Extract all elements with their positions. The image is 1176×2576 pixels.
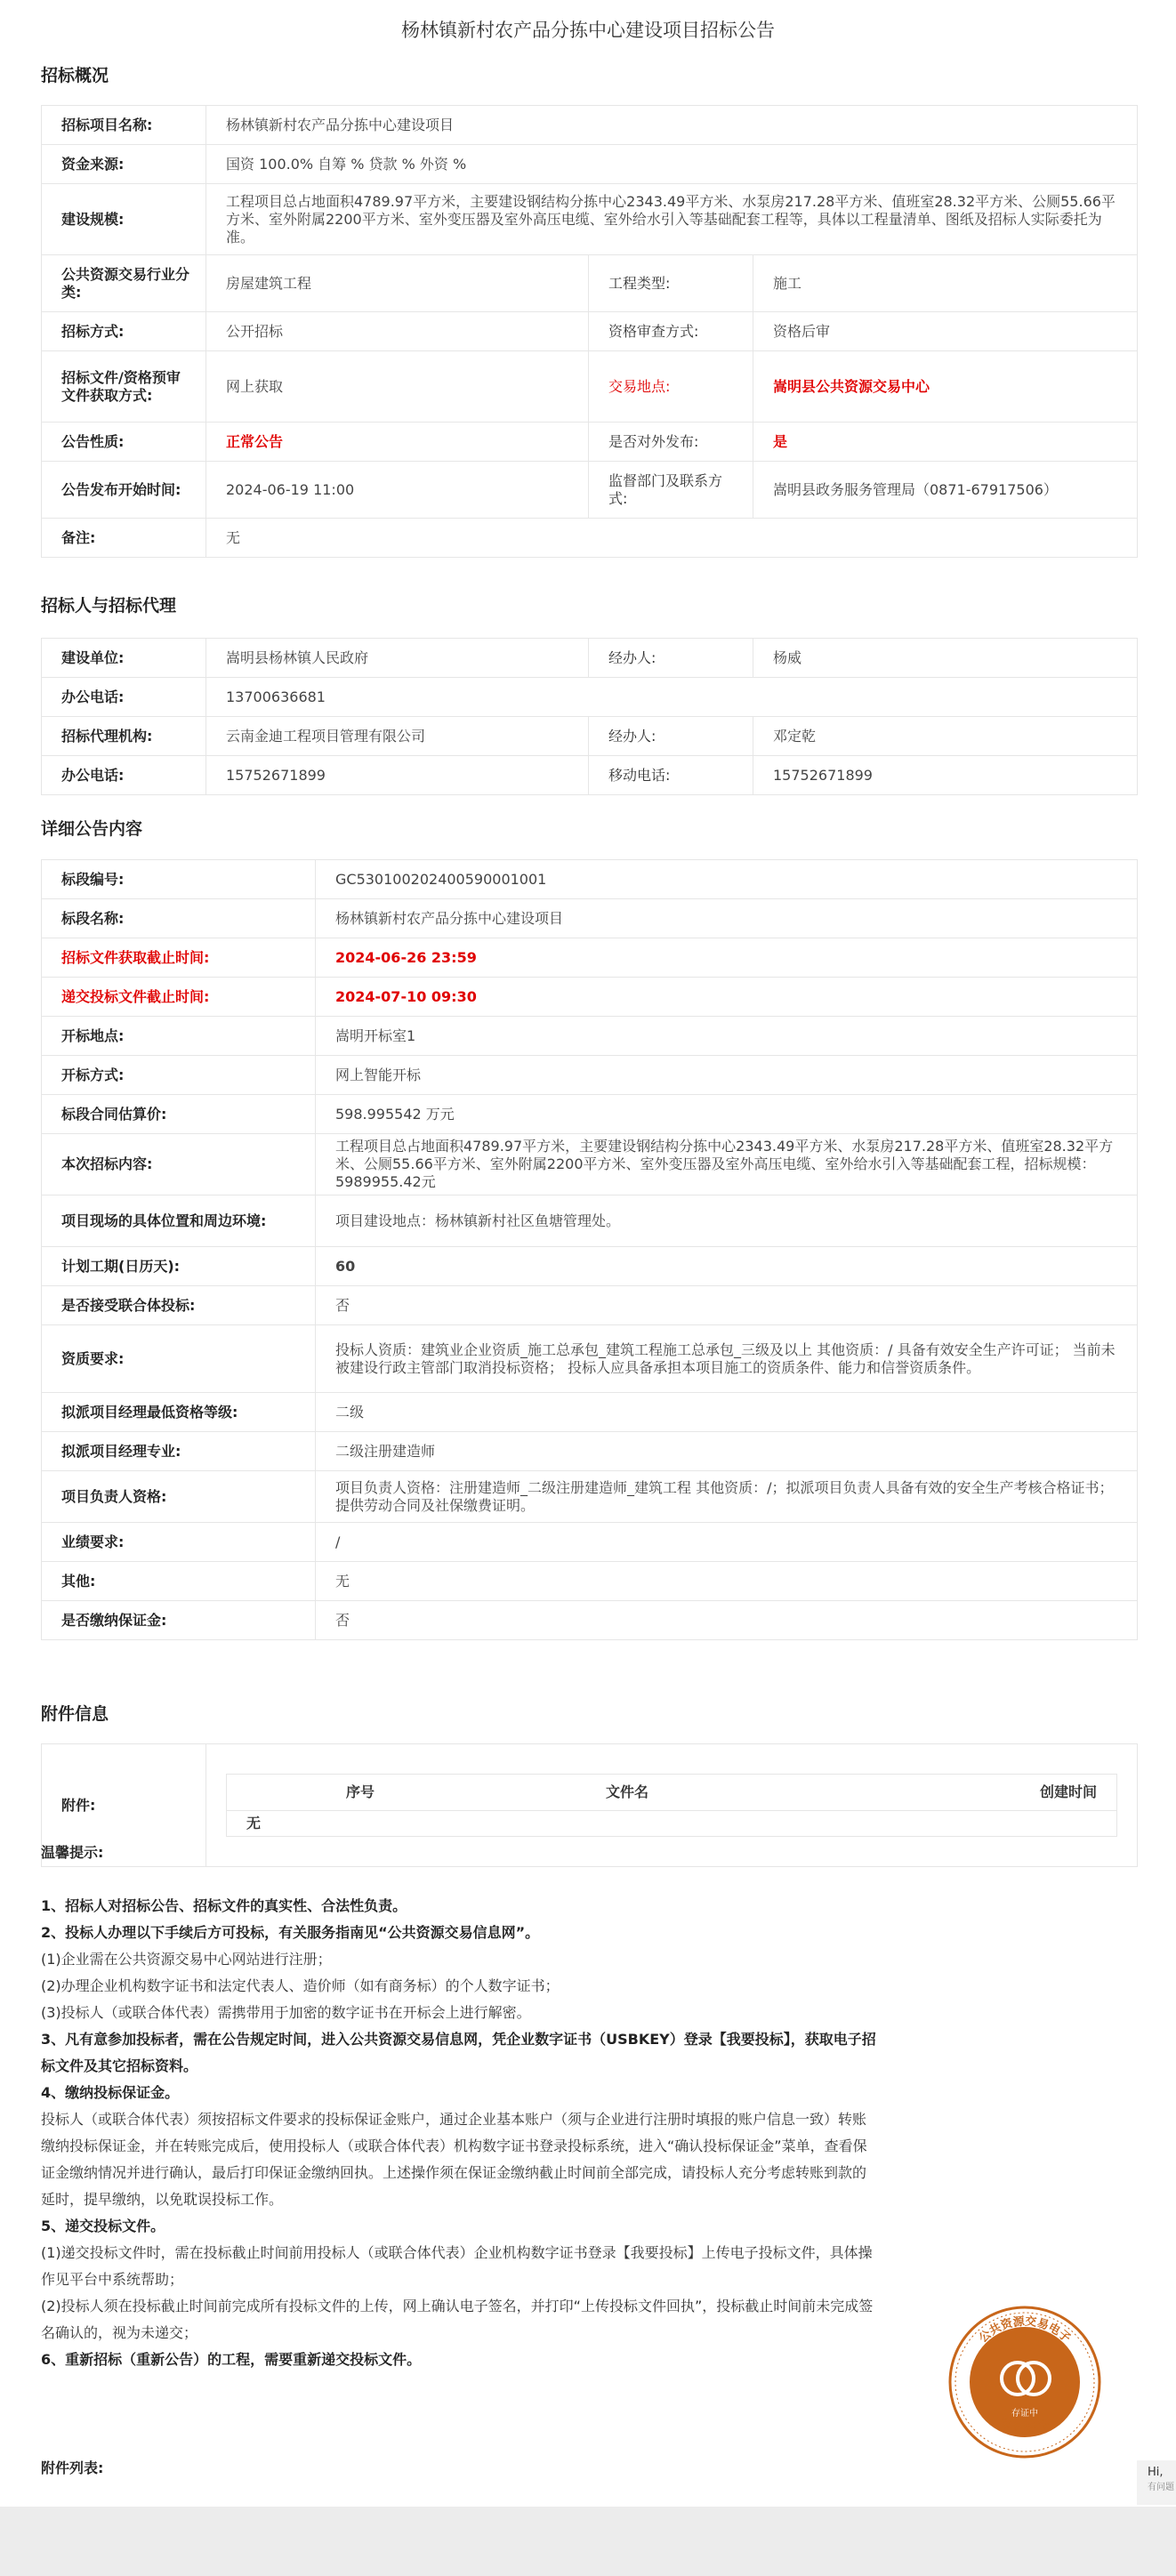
detail-value: 598.995542 万元	[316, 1095, 1138, 1134]
empty-row: 无	[227, 1811, 1117, 1837]
label: 办公电话:	[42, 678, 206, 717]
detail-table	[41, 859, 1138, 1640]
label: 招标代理机构:	[42, 717, 206, 756]
detail-row	[42, 1195, 1138, 1247]
label: 公共资源交易行业分类:	[42, 255, 206, 312]
detail-row	[42, 978, 1138, 1017]
chat-hi: Hi,	[1148, 2466, 1164, 2479]
detail-row	[42, 899, 1138, 938]
agency-mobile: 15752671899	[753, 756, 1138, 795]
agent-table	[41, 638, 1138, 795]
tip-line: 5、递交投标文件。	[41, 2218, 165, 2234]
label: 交易地点:	[589, 351, 753, 423]
detail-value: GC5301002024005900010​01	[316, 860, 1138, 899]
label: 招标文件/资格预审文件获取方式:	[42, 351, 206, 423]
fund-source: 国资 100.0% 自筹 % 贷款 % 外资 %	[206, 145, 1138, 184]
detail-value: 投标人资质：建筑业企业资质_施工总承包_建筑工程施工总承包_三级及以上 其他资质：/ 具备有效安全生产许可证； 当前未被建设行政主管部门取消投标资格； 投标人应具备承担本项目施工的资质条件、能力和信誉资质条件。	[316, 1325, 1138, 1393]
tip-line: 温馨提示:	[41, 1844, 104, 1861]
detail-label: 递交投标文件截止时间:	[42, 978, 316, 1017]
detail-label: 项目现场的具体位置和周边环境:	[42, 1195, 316, 1247]
tip-line: 4、缴纳投标保证金。	[41, 2084, 180, 2101]
label: 经办人:	[589, 639, 753, 678]
detail-row	[42, 1134, 1138, 1195]
attachment-list-table	[226, 1774, 1117, 1837]
detail-row	[42, 1286, 1138, 1325]
tip-line: (2)办理企业机构数字证书和法定代表人、造价师（如有商务标）的个人数字证书；	[41, 1977, 560, 1994]
label: 经办人:	[589, 717, 753, 756]
page-bottom-band	[0, 2507, 1176, 2576]
label: 移动电话:	[589, 756, 753, 795]
label: 工程类型:	[589, 255, 753, 312]
detail-row	[42, 1601, 1138, 1640]
label: 招标项目名称:	[42, 106, 206, 145]
tips-block	[41, 1839, 877, 2373]
section-title-overview: 招标概况	[41, 66, 109, 85]
detail-label: 招标文件获取截止时间:	[42, 938, 316, 978]
public-flag: 是	[753, 423, 1138, 462]
detail-value: 2024-07-10 09:30	[316, 978, 1138, 1017]
detail-value: 二级	[316, 1393, 1138, 1432]
detail-value: 杨林镇新村农产品分拣中心建设项目	[316, 899, 1138, 938]
page-title: 杨林镇新村农产品分拣中心建设项目招标公告	[401, 20, 775, 41]
label: 资金来源:	[42, 145, 206, 184]
detail-label: 拟派项目经理最低资格等级:	[42, 1393, 316, 1432]
label: 资格审查方式:	[589, 312, 753, 351]
agency-person: 邓定乾	[753, 717, 1138, 756]
tip-line: (3)投标人（或联合体代表）需携带用于加密的数字证书在开标会上进行解密。	[41, 2004, 531, 2021]
detail-label: 项目负责人资格:	[42, 1471, 316, 1523]
review-method: 资格后审	[753, 312, 1138, 351]
label: 是否对外发布:	[589, 423, 753, 462]
label: 办公电话:	[42, 756, 206, 795]
detail-label: 业绩要求:	[42, 1523, 316, 1562]
seal-top-text: 公共资源交易电子	[977, 2314, 1073, 2346]
detail-label: 开标方式:	[42, 1056, 316, 1095]
detail-row	[42, 938, 1138, 978]
detail-row	[42, 860, 1138, 899]
remark: 无	[206, 519, 1138, 558]
attachment-list-label: 附件列表:	[41, 2459, 104, 2476]
evidence-seal-icon	[946, 2304, 1103, 2460]
detail-value: 2024-06-26 23:59	[316, 938, 1138, 978]
detail-value: 二级注册建造师	[316, 1432, 1138, 1471]
label: 附件:	[42, 1744, 206, 1867]
tip-line: (1)递交投标文件时，需在投标截止时间前用投标人（或联合体代表）企业机构数字证书登录【我要投标】上传电子投标文件，具体操作见平台中系统帮助；	[41, 2244, 873, 2288]
chat-sub: 有问题	[1148, 2483, 1174, 2492]
detail-row	[42, 1432, 1138, 1471]
bid-method: 公开招标	[206, 312, 589, 351]
office-phone: 13700636681	[206, 678, 1138, 717]
contact-person: 杨威	[753, 639, 1138, 678]
agency-phone: 15752671899	[206, 756, 589, 795]
detail-label: 本次招标内容:	[42, 1134, 316, 1195]
build-unit: 嵩明县杨林镇人民政府	[206, 639, 589, 678]
tip-line: 投标人（或联合体代表）须按招标文件要求的投标保证金账户，通过企业基本账户（须与企业进行注册时填报的账户信息一致）转账缴纳投标保证金，并在转账完成后，使用投标人（或联合体代表）机构数字证书登录投标系统，进入“确认投标保证金”菜单，查看保证金缴纳情况并进行确认，最后打印保证金缴纳回执。上述操作须在保证金缴纳截止时间前全部完成，请投标人充分考虑转账到款的延时，提早缴纳，以免耽误投标工作。	[41, 2111, 867, 2208]
section-title-detail: 详细公告内容	[41, 819, 143, 839]
project-name: 杨林镇新村农产品分拣中心建设项目	[206, 106, 1138, 145]
section-title-attach: 附件信息	[41, 1704, 109, 1724]
detail-label: 是否缴纳保证金:	[42, 1601, 316, 1640]
detail-row	[42, 1523, 1138, 1562]
col-header-no: 序号	[227, 1775, 495, 1811]
chat-widget[interactable]	[1137, 2460, 1176, 2505]
label: 公告性质:	[42, 423, 206, 462]
detail-value: 嵩明开标室1	[316, 1017, 1138, 1056]
detail-row	[42, 1471, 1138, 1523]
detail-label: 标段名称:	[42, 899, 316, 938]
col-header-time: 创建时间	[761, 1775, 1117, 1811]
label: 建设规模:	[42, 184, 206, 255]
detail-row	[42, 1095, 1138, 1134]
detail-label: 标段编号:	[42, 860, 316, 899]
detail-row	[42, 1247, 1138, 1286]
detail-value: 项目负责人资格：注册建造师_二级注册建造师_建筑工程 其他资质：/；拟派项目负责人具备有效的安全生产考核合格证书；提供劳动合同及社保缴费证明。	[316, 1471, 1138, 1523]
detail-value: 网上智能开标	[316, 1056, 1138, 1095]
tip-line: 2、投标人办理以下手续后方可投标，有关服务指南见“公共资源交易信息网”。	[41, 1924, 540, 1941]
seal-center-text: 存证中	[1011, 2409, 1038, 2419]
detail-label: 资质要求:	[42, 1325, 316, 1393]
seal-bottom-text: 存 证 标 识	[997, 2416, 1052, 2435]
detail-row	[42, 1562, 1138, 1601]
build-scale: 工程项目总占地面积4789.97平方米，主要建设钢结构分拣中心2343.49平方米、水泵房217.28平方米、值班室28.32平方米、公厕55.66平方米、室外附属2200平方米、室外变压器及室外高压电缆、室外给水引入等基础配套工程等，具体以工程量清单、图纸及招标人实际委托为准。	[206, 184, 1138, 255]
tip-line: (1)企业需在公共资源交易中心网站进行注册；	[41, 1951, 332, 1968]
notice-nature: 正常公告	[206, 423, 589, 462]
col-header-name: 文件名	[494, 1775, 761, 1811]
publish-time: 2024-06-19 11:00	[206, 462, 589, 519]
detail-value: 否	[316, 1286, 1138, 1325]
detail-row	[42, 1056, 1138, 1095]
tip-line: 6、重新招标（重新公告）的工程，需要重新递交投标文件。	[41, 2351, 422, 2368]
detail-value: /	[316, 1523, 1138, 1562]
label: 建设单位:	[42, 639, 206, 678]
detail-value: 工程项目总占地面积4789.97平方米，主要建设钢结构分拣中心2343.49平方米、水泵房217.28平方米、值班室28.32平方米、公厕55.66平方米、室外附属2200平方米、室外变压器及室外高压电缆、室外给水引入等基础配套工程，招标规模：5989955.42元	[316, 1134, 1138, 1195]
tip-line: (2)投标人须在投标截止时间前完成所有投标文件的上传，网上确认电子签名，并打印“上传投标文件回执”，投标截止时间前未完成签名确认的，视为未递交；	[41, 2298, 874, 2341]
detail-label: 是否接受联合体投标:	[42, 1286, 316, 1325]
label: 公告发布开始时间:	[42, 462, 206, 519]
overview-table	[41, 105, 1138, 558]
detail-label: 其他:	[42, 1562, 316, 1601]
label: 备注:	[42, 519, 206, 558]
detail-value: 无	[316, 1562, 1138, 1601]
tip-line: 1、招标人对招标公告、招标文件的真实性、合法性负责。	[41, 1897, 407, 1914]
trade-place: 嵩明县公共资源交易中心	[753, 351, 1138, 423]
detail-value: 60	[316, 1247, 1138, 1286]
industry-class: 房屋建筑工程	[206, 255, 589, 312]
label: 监督部门及联系方式:	[589, 462, 753, 519]
detail-value: 项目建设地点：杨林镇新村社区鱼塘管理处。	[316, 1195, 1138, 1247]
label: 招标方式:	[42, 312, 206, 351]
agency-name: 云南金迪工程项目管理有限公司	[206, 717, 589, 756]
section-title-agent: 招标人与招标代理	[41, 596, 177, 616]
detail-row	[42, 1393, 1138, 1432]
detail-label: 拟派项目经理专业:	[42, 1432, 316, 1471]
project-type: 施工	[753, 255, 1138, 312]
detail-label: 开标地点:	[42, 1017, 316, 1056]
supervise-dept: 嵩明县政务服务管理局（0871-67917506）	[753, 462, 1138, 519]
detail-label: 标段合同估算价:	[42, 1095, 316, 1134]
detail-label: 计划工期(日历天):	[42, 1247, 316, 1286]
tip-line: 3、凡有意参加投标者，需在公告规定时间，进入公共资源交易信息网，凭企业数字证书（USBKEY）登录【我要投标】，获取电子招标文件及其它招标资料。	[41, 2031, 876, 2074]
get-method: 网上获取	[206, 351, 589, 423]
detail-row	[42, 1325, 1138, 1393]
detail-row	[42, 1017, 1138, 1056]
tip-line	[41, 1866, 877, 1893]
detail-value: 否	[316, 1601, 1138, 1640]
